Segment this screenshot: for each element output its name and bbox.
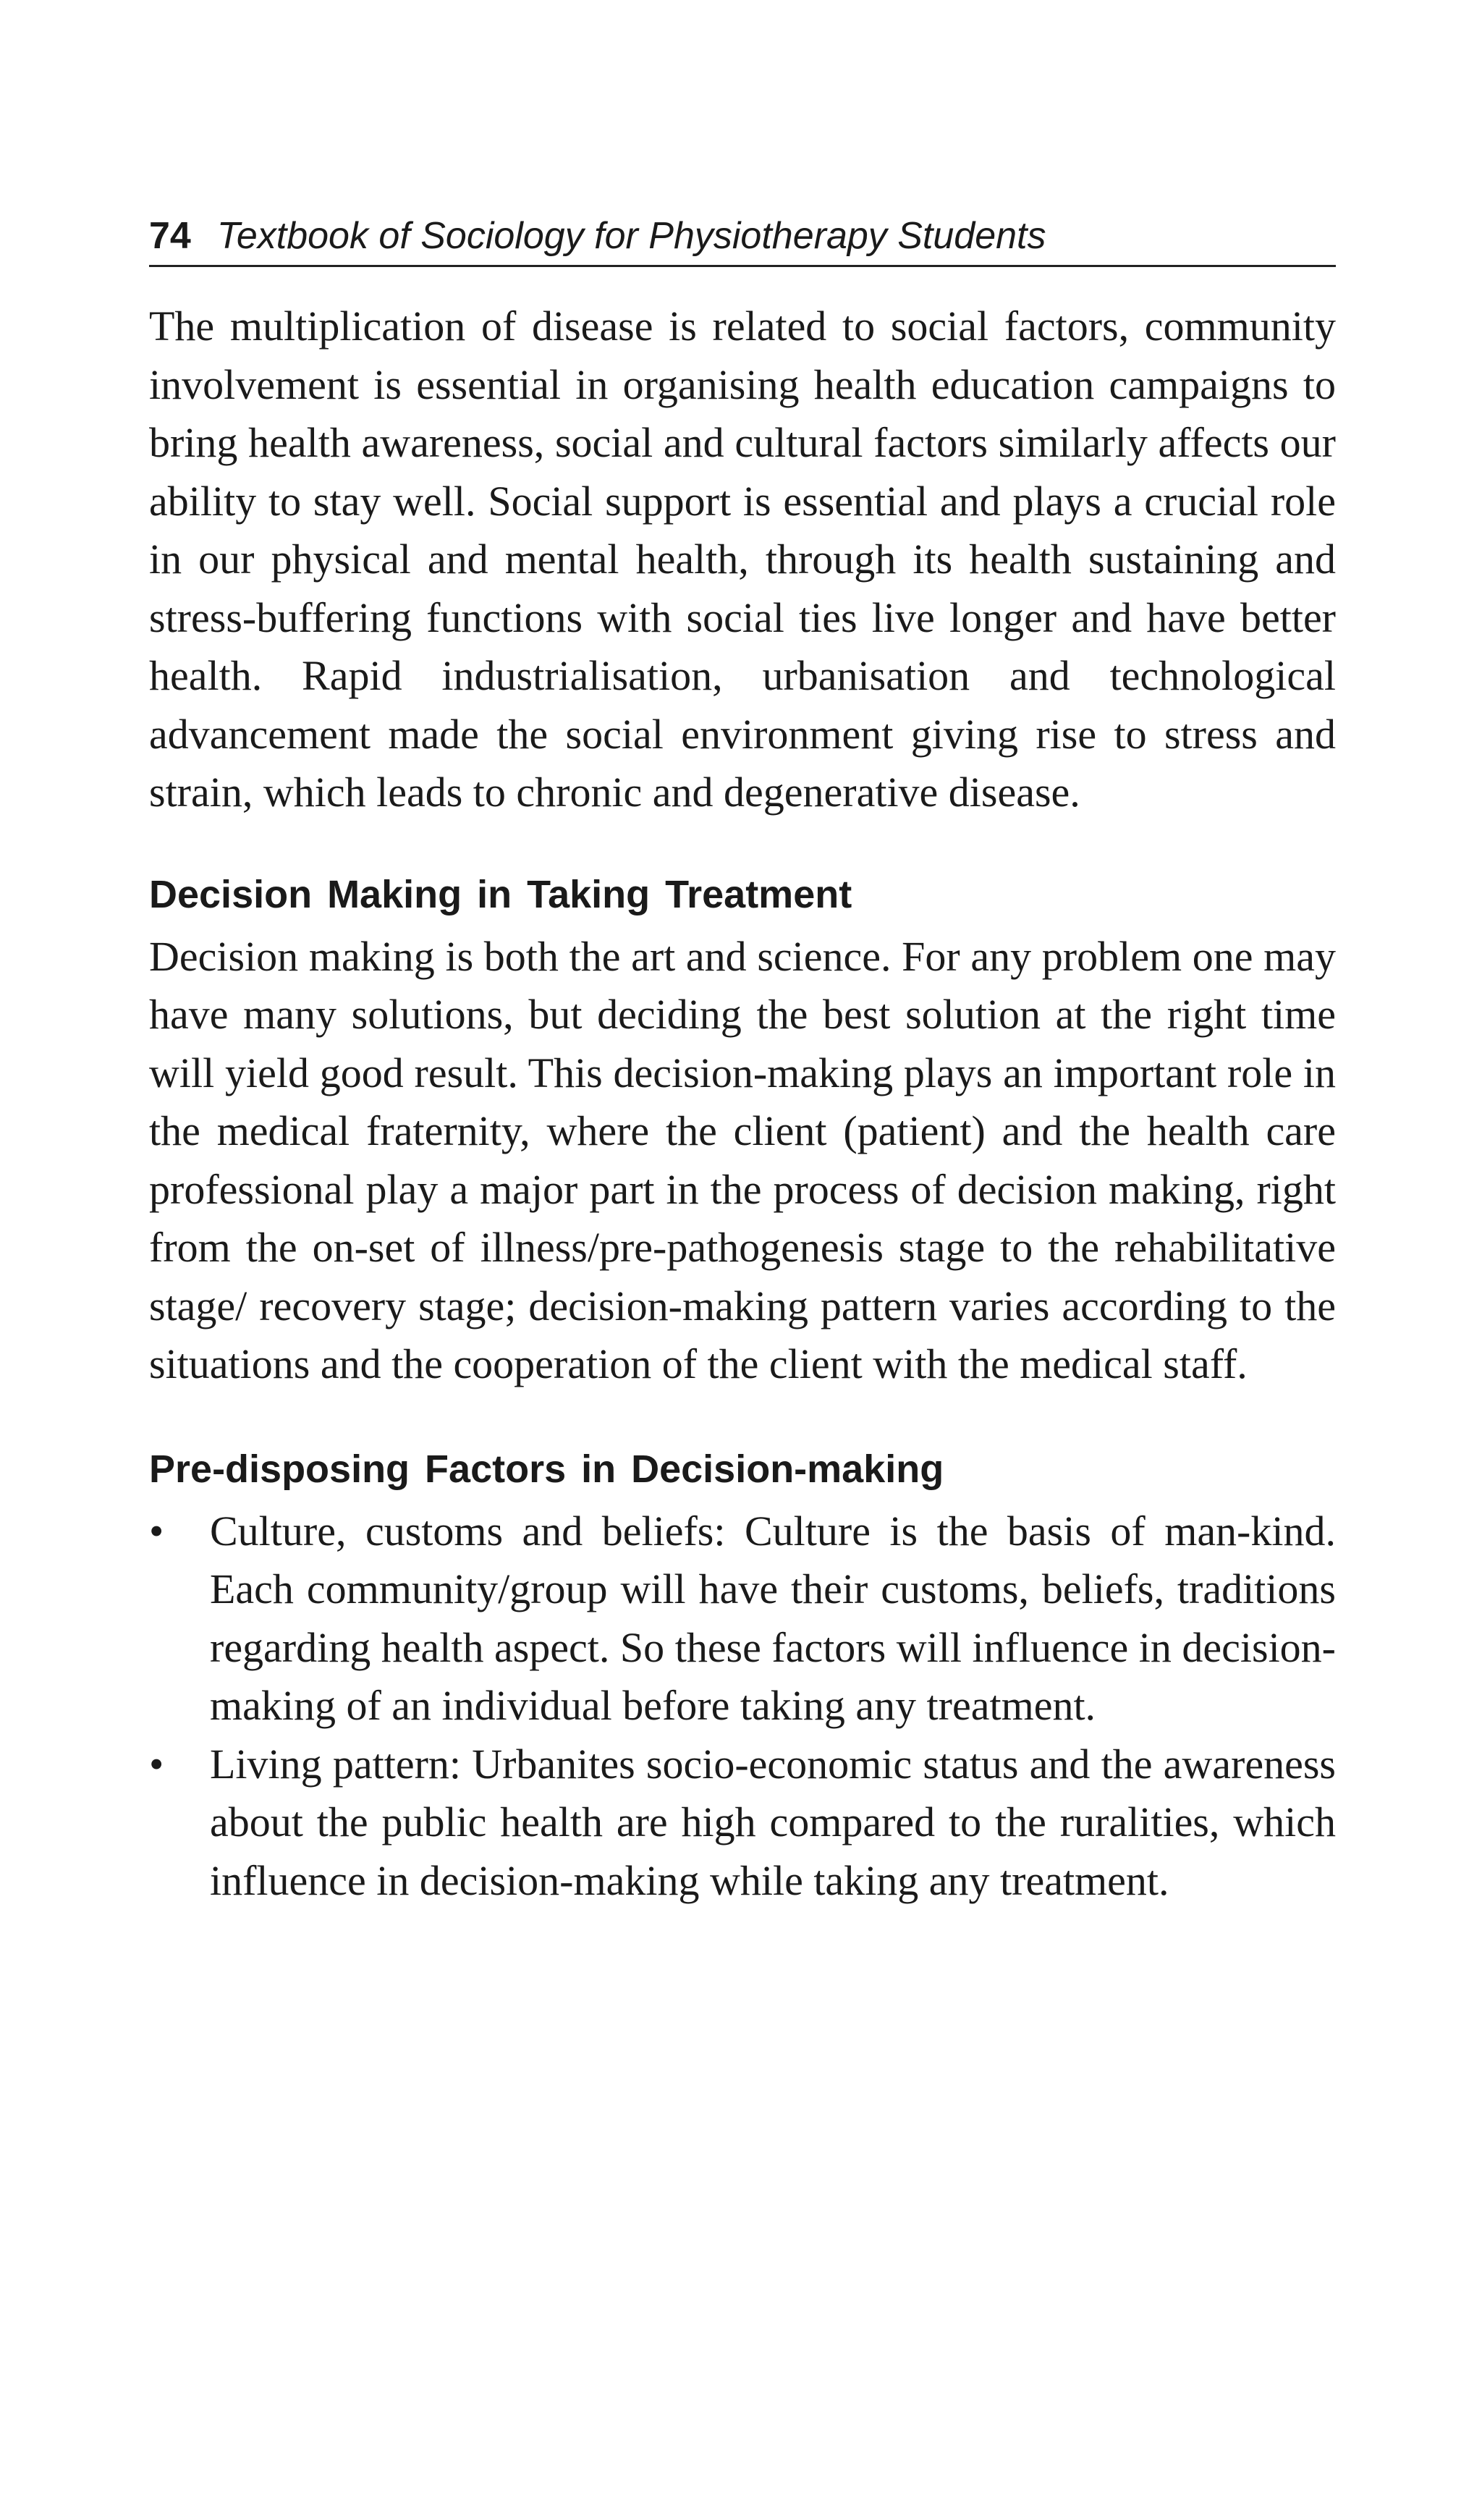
- list-item-text: Culture, customs and beliefs: Culture is the basis of man-kind. Each community/group will have their customs, beliefs, traditions regarding health aspect. So these factors will influence in decision-making of an individual before taking any treatment.: [210, 1507, 1336, 1729]
- predisposing-factors-list: [149, 1502, 1336, 1911]
- running-title: Textbook of Sociology for Physiotherapy Students: [216, 215, 1046, 257]
- list-item-text: Living pattern: Urbanites socio-economic status and the awareness about the public health are high compared to the ruralities, which influence in decision-making while taking any treatment.: [210, 1740, 1336, 1904]
- list-item: [149, 1735, 1336, 1911]
- intro-paragraph: The multiplication of disease is related to social factors, community involvement is essential in organising health education campaigns to bring health awareness, social and cultural factors similarly affects our ability to stay well. Social support is essential and plays a crucial role in our physical and mental health, through its health sustaining and stress-buffering functions with social ties live longer and have better health. Rapid industrialisation, urbanisation and technological advancement made the social environment giving rise to stress and strain, which leads to chronic and degenerative disease.: [149, 303, 1336, 816]
- decision-making-paragraph: Decision making is both the art and science. For any problem one may have many solutions, but deciding the best solution at the right time will yield good result. This decision-making plays an important role in the medical fraternity, where the client (patient) and the health care professional play a major part in the process of decision making, right from the on-set of illness/pre-pathogenesis stage to the rehabilitative stage/ recovery stage; decision-making pattern varies according to the situations and the cooperation of the client with the medical staff.: [149, 932, 1336, 1387]
- book-page: [149, 210, 1336, 1910]
- bullet-icon: •: [149, 1507, 164, 1555]
- bullet-icon: •: [149, 1740, 164, 1788]
- section-heading-predisposing-factors: Pre-disposing Factors in Decision-making: [149, 1447, 944, 1491]
- section-heading-decision-making: Decision Making in Taking Treatment: [149, 872, 852, 916]
- running-head: [149, 210, 1336, 267]
- list-item: [149, 1502, 1336, 1735]
- page-number: 74: [149, 215, 191, 257]
